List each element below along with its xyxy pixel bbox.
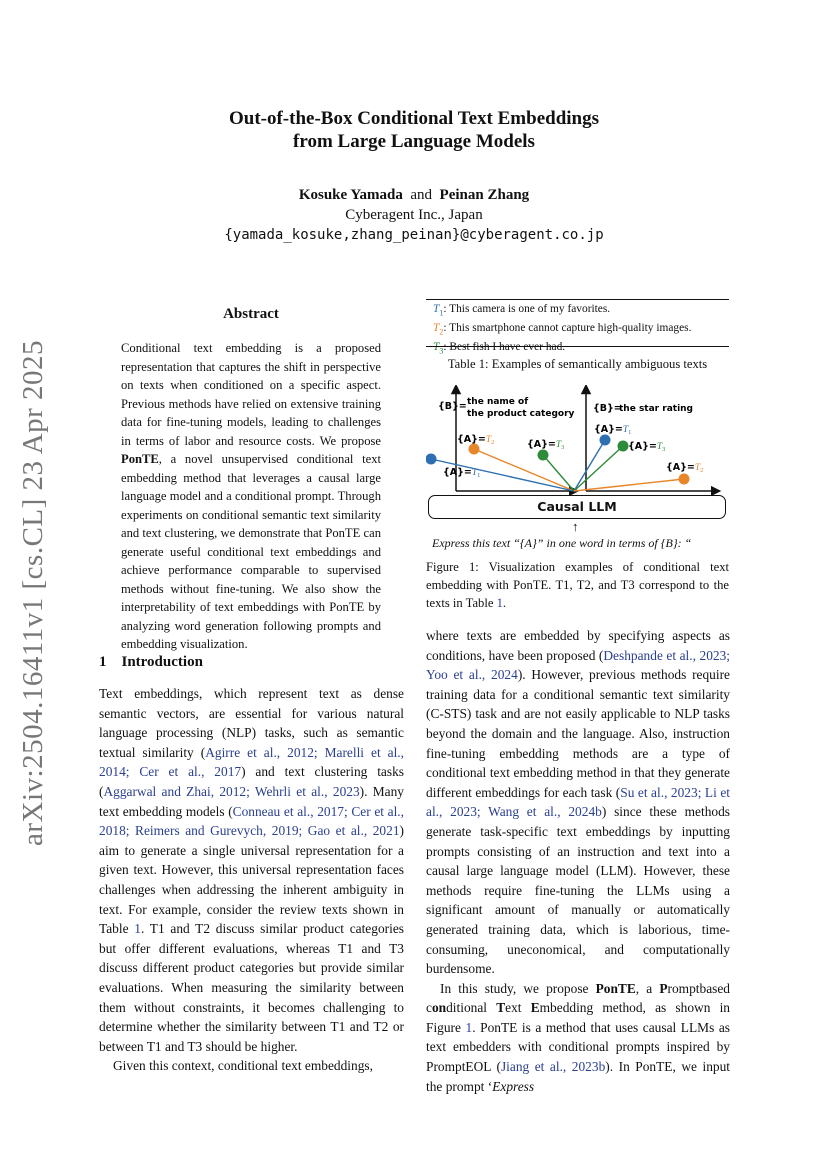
title-line-1: Out-of-the-Box Conditional Text Embeddings	[228, 108, 600, 129]
email: {yamada_kosuke,zhang_peinan}@cyberagent.co.jp	[224, 227, 604, 243]
body-text: ditional	[446, 1000, 497, 1016]
body-text: , a	[635, 980, 660, 996]
point-label: $\{A\}=T_2$	[457, 434, 495, 446]
abstract-heading: Abstract	[223, 306, 279, 322]
citation[interactable]: Su et al., 2023; Li et al., 2023; Wang et al., 2024b	[426, 784, 730, 820]
text-id-subscript: 1	[439, 308, 444, 318]
figure-caption-ref: 1	[496, 596, 503, 611]
author-2: Peinan Zhang	[439, 187, 530, 203]
body-text: mbedding method, as shown in Figure	[426, 1000, 730, 1035]
body-text: ext	[505, 1000, 531, 1016]
citation[interactable]: Jiang et al., 2023b	[500, 1059, 606, 1075]
abstract-body	[121, 339, 381, 654]
body-text: Text embeddings, which represent text as dense semantic vectors, are essential for various natural language processing (NLP) tasks, such as semantic textual similarity (	[99, 686, 404, 760]
embedding-vector	[574, 479, 684, 491]
right-cond-key: {B}=	[593, 403, 622, 414]
bold-text: P	[659, 980, 668, 996]
author-and: and	[410, 187, 433, 203]
table-row	[433, 321, 729, 340]
italic-text: Express	[492, 1078, 535, 1094]
intro-paragraph-3	[426, 626, 730, 979]
figure-caption-b: .	[502, 596, 507, 611]
embedding-point	[469, 444, 480, 455]
table-cell-text: : This camera is one of my favorites.	[443, 303, 611, 315]
table-top-rule	[426, 299, 729, 300]
affiliation: Cyberagent Inc., Japan	[345, 207, 483, 223]
body-text: romptbased c	[426, 980, 730, 1016]
title-line-2: from Large Language Models	[293, 131, 535, 152]
abstract-ponte: PonTE	[121, 452, 159, 466]
table-caption: Table 1: Examples of semantically ambiguous texts	[447, 357, 708, 371]
body-text: . PonTE is a method that uses causal LLMs as text embedders with conditional prompts inspired by PromptEOL (	[426, 1019, 730, 1075]
arxiv-stamp-text: arXiv:2504.16411v1 [cs.CL] 23 Apr 2025	[17, 339, 49, 846]
point-label: $\{A\}=T_3$	[628, 441, 666, 453]
section-number: 1	[99, 654, 107, 670]
author-1: Kosuke Yamada	[298, 187, 403, 203]
text-id-subscript: 2	[439, 327, 444, 337]
body-text: ). In PonTE, we input the prompt ‘	[426, 1059, 730, 1094]
table-cell-text: : This smartphone cannot capture high-quality images.	[443, 321, 692, 334]
left-cond-value-2: the product category	[467, 409, 575, 419]
section-title: Introduction	[121, 654, 203, 670]
right-cond-value: the star rating	[619, 404, 693, 414]
section-heading	[99, 654, 203, 671]
embedding-vector	[574, 440, 605, 491]
bold-text: T	[496, 1000, 506, 1016]
text-id: T	[433, 303, 440, 315]
point-label: $\{A\}=T_2$	[666, 462, 704, 474]
table-cell-text: : Best fish I have ever had.	[443, 340, 566, 353]
bold-text: E	[530, 1000, 540, 1016]
citation[interactable]: Conneau et al., 2017; Cer et al., 2018; Reimers and Gurevych, 2019; Gao et al., 2021	[99, 803, 404, 839]
table-bottom-rule	[426, 346, 729, 347]
table-row	[433, 340, 729, 359]
body-text: ). Many text embedding models (	[99, 783, 404, 819]
embedding-point	[600, 435, 611, 446]
point-label: $\{A\}=T_1$	[443, 467, 481, 479]
figure-caption	[426, 558, 729, 613]
body-text: . T1 and T2 discuss similar product categories but offer different evaluations, whereas T1 and T3 discuss different product categories but provide similar evaluations. When measuring the similarity between them without constraints, it becomes challenging to determine whether the similarity between T1 and T2 or between T1 and T3 should be higher.	[99, 921, 404, 1054]
figure-caption-a: Figure 1: Visualization examples of conditional text embedding with PonTE. T1, T2, and T3 correspond to the texts in Table	[426, 560, 729, 611]
intro-paragraph-2: Given this context, conditional text embeddings,	[113, 1058, 373, 1074]
body-text: ) since these methods generate task-specific text embeddings by inputting prompts consisting of an instruction and text into a causal large language model (LLM). However, these methods require fine-tuning the LLMs using a significant amount of manually or automatically generated training data, which is laborious, time-consuming, uneconomical, and computationally burdensome.	[426, 804, 730, 977]
intro-paragraph-4	[426, 979, 730, 1097]
left-cond-value-1: the name of	[467, 397, 529, 407]
bold-text: PonTE	[595, 980, 636, 996]
point-label: $\{A\}=T_3$	[527, 439, 565, 451]
body-text: ) aim to generate a single universal representation for a given text. However, this universal representation faces challenges when addressing the inherent ambiguity in text. For example, consider the review texts shown in Table	[99, 823, 404, 937]
paper-title	[0, 107, 828, 153]
point-label: $\{A\}=T_1$	[594, 424, 632, 436]
embedding-point	[679, 474, 690, 485]
bold-text: on	[431, 1000, 447, 1016]
citation[interactable]: Agirre et al., 2012; Marelli et al., 2014; Cer et al., 2017	[99, 744, 405, 780]
table-rows	[433, 302, 729, 358]
body-text: ). However, previous methods require training data for a conditional semantic text similarity (C-STS) task and are not easily applicable to NLP tasks beyond the domain and the language. Also, instruction fine-tuning embedding methods are a type of conditional text embedding method in that they generate different embeddings for each task (	[426, 667, 730, 800]
table-1	[433, 302, 729, 358]
citation[interactable]: Deshpande et al., 2023; Yoo et al., 2024	[426, 647, 731, 683]
embedding-point	[426, 454, 437, 465]
text-id-subscript: 3	[439, 345, 444, 355]
embedding-point	[538, 450, 549, 461]
body-text: In this study, we propose	[440, 980, 596, 996]
causal-llm-box: Causal LLM	[428, 495, 726, 519]
intro-paragraph-1	[99, 684, 404, 1056]
embedding-point	[618, 441, 629, 452]
left-column	[99, 684, 404, 1076]
citation[interactable]: Aggarwal and Zhai, 2012; Wehrli et al., 2023	[103, 783, 360, 799]
embedding-vector	[474, 449, 574, 491]
abstract-text-a: Conditional text embedding is a proposed representation that captures the shift in perspective on texts when conditioned on a specific aspect. Previous methods have relied on extensive training data for fine-tuning models, leading to challenges in terms of labor and resource costs. We propose	[121, 341, 381, 448]
text-id: T	[433, 321, 440, 334]
body-text: where texts are embedded by specifying aspects as conditions, have been proposed (	[426, 628, 730, 663]
embedding-vector	[574, 446, 623, 491]
citation[interactable]: 1	[134, 921, 141, 937]
prompt-text: Express this text “{A}” in one word in terms of {B}: “	[432, 536, 692, 550]
table-row	[433, 302, 729, 321]
text-id: T	[433, 340, 440, 353]
author-line	[0, 186, 828, 205]
figure-1	[426, 385, 729, 555]
citation[interactable]: 1	[465, 1019, 473, 1035]
input-arrow: ↑	[572, 519, 579, 534]
right-column	[426, 626, 730, 1096]
body-text: ) and text clustering tasks (	[99, 764, 404, 799]
left-cond-key: {B}=	[438, 401, 467, 412]
abstract-text-b: , a novel unsupervised conditional text embedding method that leverages a causal large language model and a conditional prompt. Through experiments on conditional semantic text similarity and text clustering, we demonstrate that PonTE can generate useful conditional text embeddings and achieve performance comparable to supervised methods without fine-tuning. We also show the interpretability of text embeddings with PonTE by analyzing word generation following prompts and embedding visualization.	[121, 452, 381, 651]
